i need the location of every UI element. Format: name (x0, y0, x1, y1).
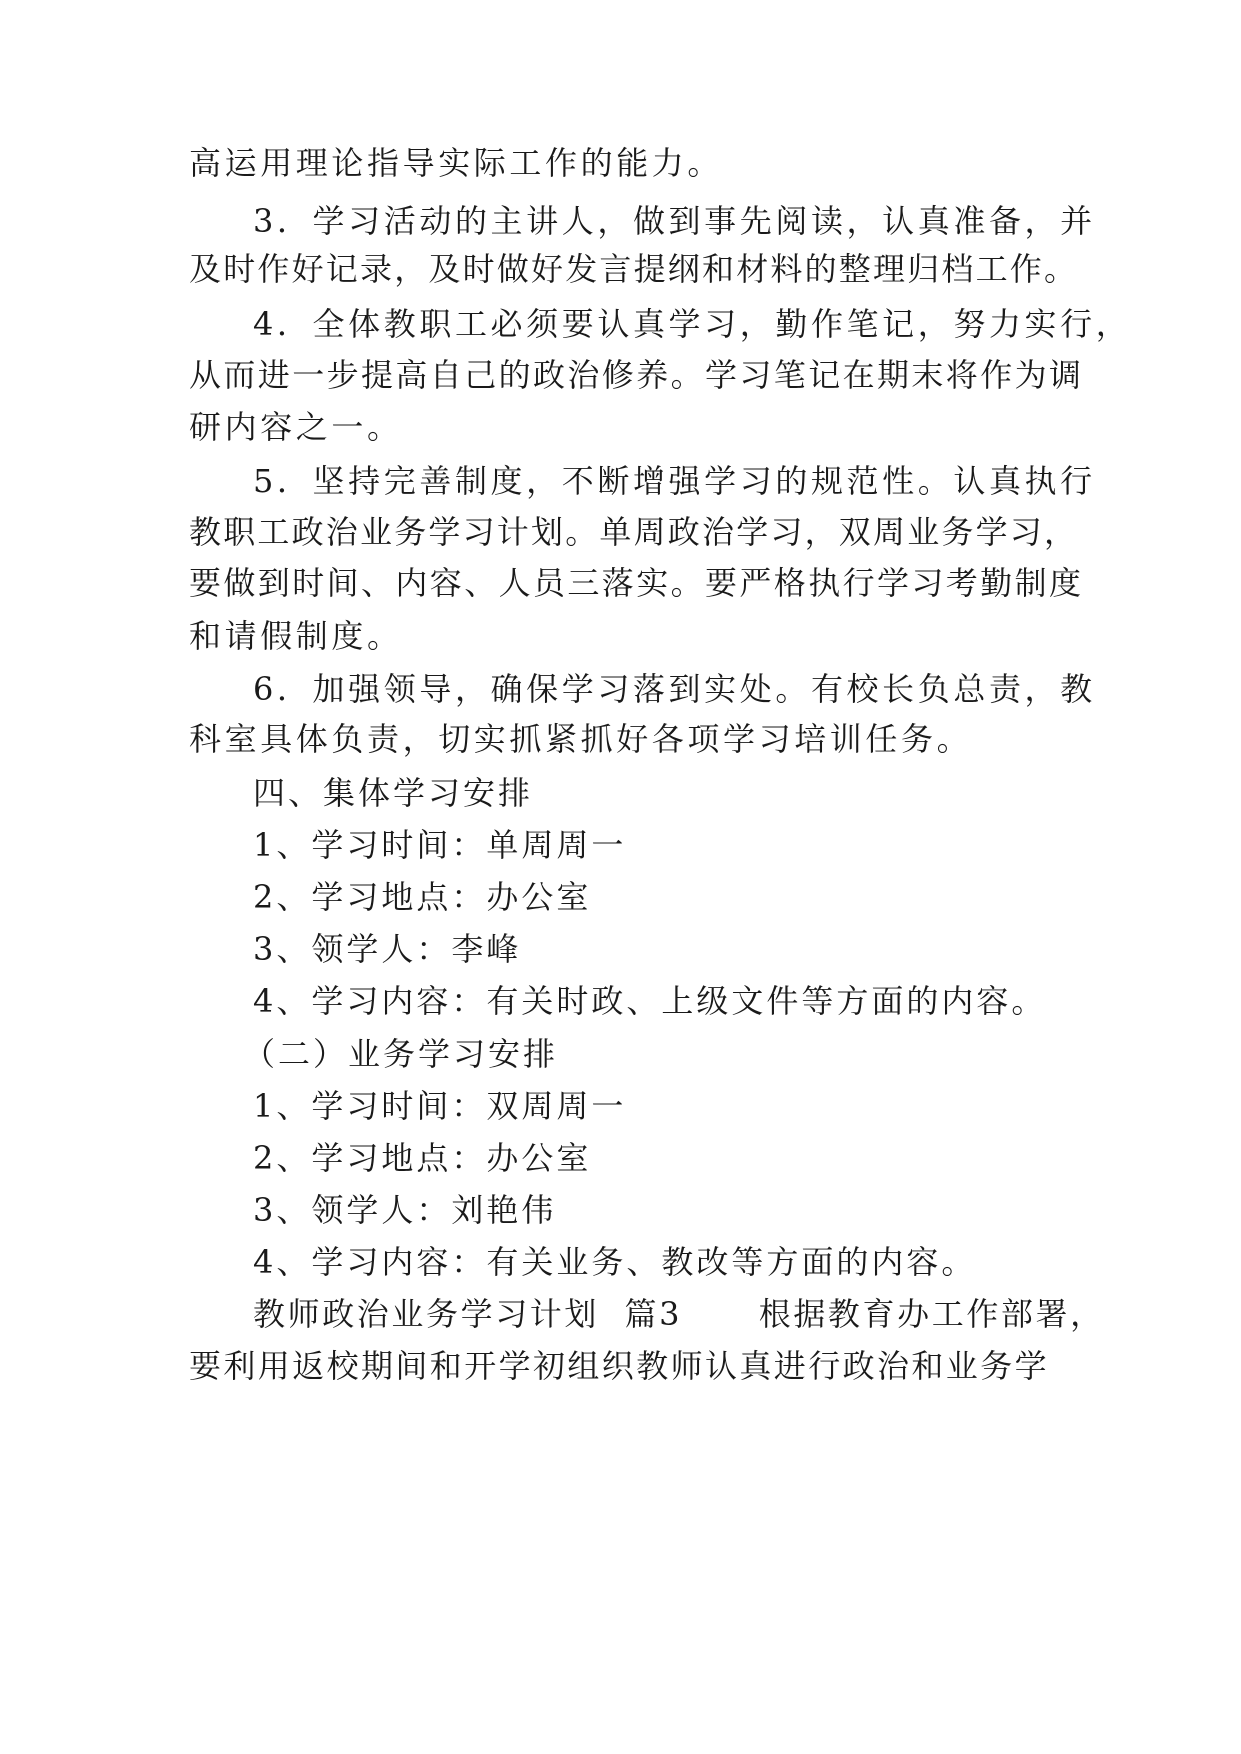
paragraph-line: 及时作好记录，及时做好发言提纲和材料的整理归档工作。 (189, 250, 1079, 288)
paragraph-line: 要利用返校期间和开学初组织教师认真进行政治和业务学 (189, 1347, 1050, 1385)
paragraph-line: 从而进一步提高自己的政治修养。学习笔记在期末将作为调 (189, 356, 1084, 394)
list-item: 3、领学人：李峰 (253, 930, 522, 968)
paragraph-line: 教师政治业务学习计划 篇3 根据教育办工作部署， (253, 1295, 1105, 1333)
paragraph-line: 要做到时间、内容、人员三落实。要严格执行学习考勤制度 (189, 564, 1084, 602)
paragraph-line: 教职工政治业务学习计划。单周政治学习，双周业务学习， (189, 513, 1079, 551)
list-item: 1、学习时间：双周周一 (253, 1087, 627, 1125)
paragraph-line: 研内容之一。 (189, 408, 403, 446)
section-heading: 四、集体学习安排 (253, 774, 534, 812)
paragraph-line: 科室具体负责，切实抓紧抓好各项学习培训任务。 (189, 720, 973, 758)
section-heading: （二）业务学习安排 (243, 1035, 559, 1073)
list-item: 1、学习时间：单周周一 (253, 826, 627, 864)
paragraph-line: 和请假制度。 (189, 617, 403, 655)
paragraph-line: 高运用理论指导实际工作的能力。 (189, 144, 724, 182)
list-item: 2、学习地点：办公室 (253, 1139, 592, 1177)
paragraph-line: 5．坚持完善制度，不断增强学习的规范性。认真执行 (253, 462, 1096, 500)
paragraph-line: 4．全体教职工必须要认真学习，勤作笔记，努力实行， (253, 305, 1132, 343)
list-item: 4、学习内容：有关业务、教改等方面的内容。 (253, 1243, 977, 1281)
paragraph-line: 6．加强领导，确保学习落到实处。有校长负总责，教 (253, 670, 1096, 708)
list-item: 2、学习地点：办公室 (253, 878, 592, 916)
list-item: 3、领学人：刘艳伟 (253, 1191, 557, 1229)
paragraph-line: 3．学习活动的主讲人，做到事先阅读，认真准备，并 (253, 202, 1096, 240)
list-item: 4、学习内容：有关时政、上级文件等方面的内容。 (253, 982, 1047, 1020)
